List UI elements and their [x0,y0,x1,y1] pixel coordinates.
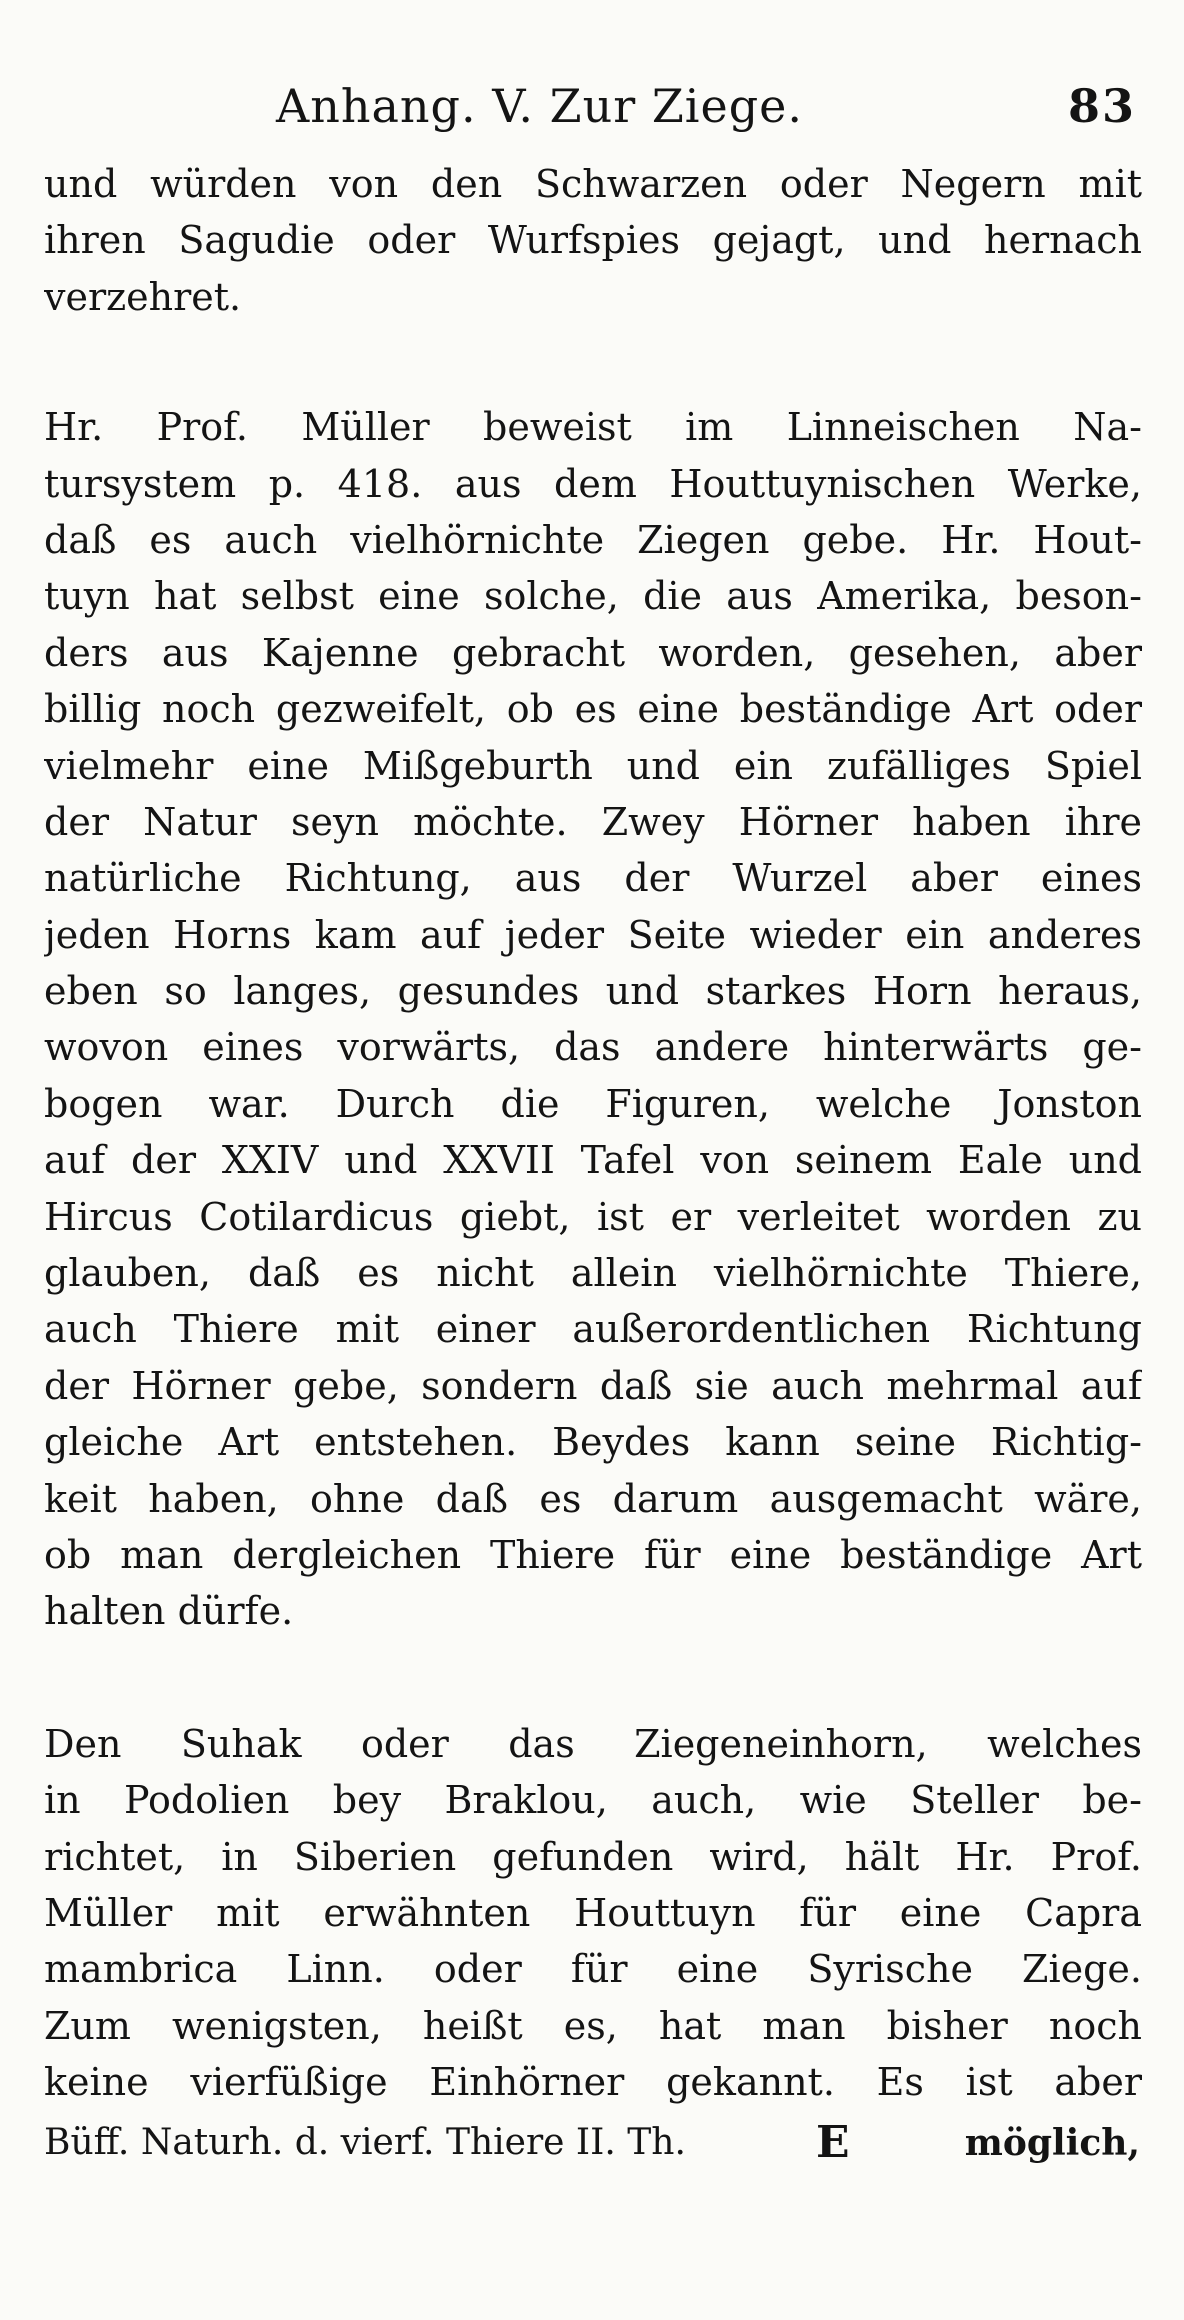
paragraph-3 [44,1716,1142,2111]
text-line: vielmehr eine Mißgeburth und ein zufälliges Spiel [44,743,1142,788]
text-line: wovon eines vorwärts, das andere hinterwärts ge- [44,1025,1142,1070]
paragraph-gap [44,1640,1142,1716]
text-line: der Natur seyn möchte. Zwey Hörner haben ihre [44,799,1142,844]
text-line: auf der XXIV und XXVII Tafel von seinem Eale und [44,1138,1142,1183]
text-line: halten dürfe. [44,1589,294,1634]
running-head-title: Anhang. V. Zur Ziege. [276,79,804,133]
text-line: Den Suhak oder das Ziegeneinhorn, welches [44,1721,1142,1766]
text-line: keit haben, ohne daß es darum ausgemacht wäre, [44,1476,1142,1521]
text-line: und würden von den Schwarzen oder Negern mit [44,162,1142,206]
paragraph-gap [44,325,1142,399]
text-line: mambrica Linn. oder für eine Syrische Ziege. [44,1947,1142,1992]
text-line: gleiche Art entstehen. Beydes kann seine Richtig- [44,1420,1142,1465]
text-line: tuyn hat selbst eine solche, die aus Amerika, beson- [44,574,1142,619]
text-line: Zum wenigsten, heißt es, hat man bisher noch [44,2003,1142,2048]
signature-note: Büff. Naturh. d. vierf. Thiere II. Th. [44,2121,686,2163]
text-line: eben so langes, gesundes und starkes Horn heraus, [44,969,1142,1014]
paragraph-1 [44,156,1142,325]
text-line: Müller mit erwähnten Houttuyn für eine Capra [44,1890,1142,1935]
paragraph-2 [44,399,1142,1640]
text-line: glauben, daß es nicht allein vielhörnichte Thiere, [44,1251,1142,1296]
signature-mark: E [816,2116,850,2168]
text-line: jeden Horns kam auf jeder Seite wieder ein anderes [44,912,1142,957]
catchword: möglich, [964,2121,1140,2164]
page-footer [44,2113,1142,2173]
text-line: ihren Sagudie oder Wurfspies gejagt, und hernach [44,218,1142,263]
running-head [44,56,1142,156]
text-line: ders aus Kajenne gebracht worden, gesehen, aber [44,630,1142,675]
page-number: 83 [1067,79,1136,133]
text-line: richtet, in Siberien gefunden wird, hält Hr. Prof. [44,1834,1142,1879]
text-line: tursystem p. 418. aus dem Houttuynischen Werke, [44,461,1142,506]
text-line: Hr. Prof. Müller beweist im Linneischen Na- [44,405,1142,450]
text-line: billig noch gezweifelt, ob es eine beständige Art oder [44,687,1142,732]
text-line: auch Thiere mit einer außerordentlichen Richtung [44,1307,1142,1352]
text-line: in Podolien bey Braklou, auch, wie Steller be- [44,1778,1142,1823]
text-line: ob man dergleichen Thiere für eine beständige Art [44,1532,1142,1577]
text-line: verzehret. [44,274,242,319]
text-line: keine vierfüßige Einhörner gekannt. Es ist aber [44,2060,1142,2105]
text-line: natürliche Richtung, aus der Wurzel aber eines [44,856,1142,901]
text-line: daß es auch vielhörnichte Ziegen gebe. Hr. Hout- [44,517,1142,562]
text-line: bogen war. Durch die Figuren, welche Jonston [44,1081,1142,1126]
text-line: Hircus Cotilardicus giebt, ist er verleitet worden zu [44,1194,1142,1239]
text-line: der Hörner gebe, sondern daß sie auch mehrmal auf [44,1363,1142,1408]
